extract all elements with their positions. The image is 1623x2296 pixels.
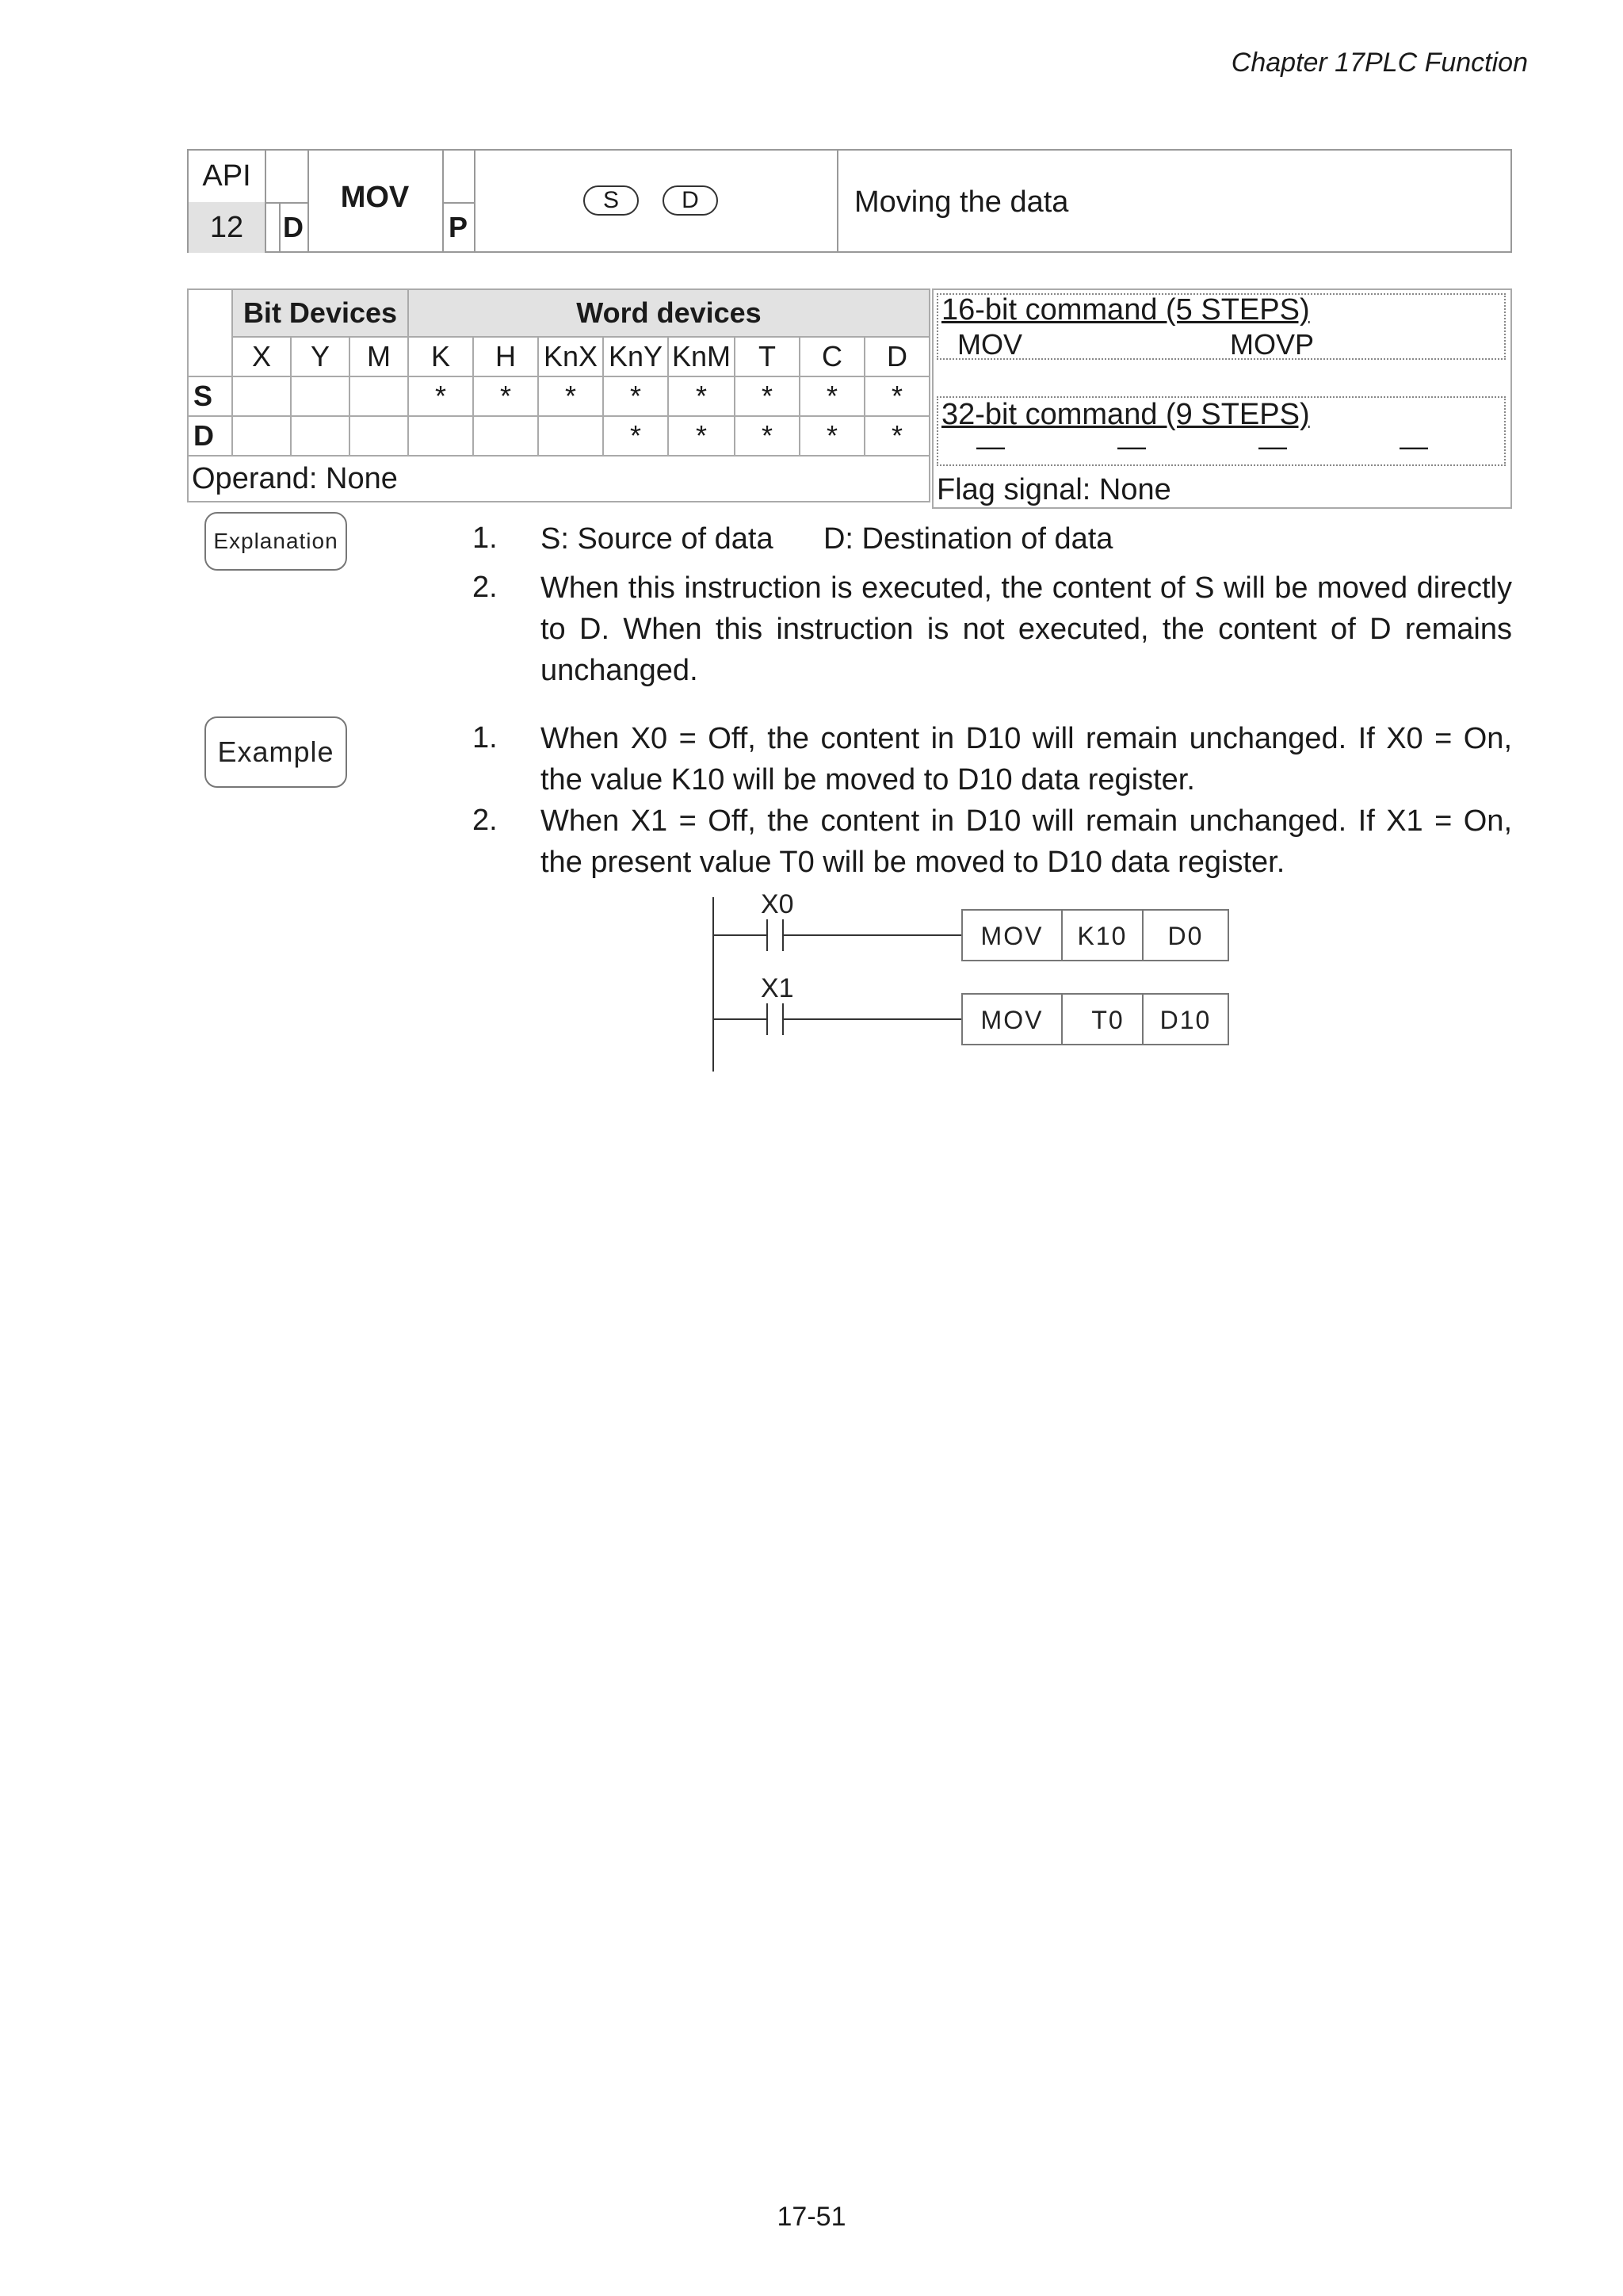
cell: * <box>668 416 735 456</box>
cell <box>349 376 408 416</box>
cell <box>291 376 349 416</box>
device-table <box>187 288 930 502</box>
cmd16-movp-text: MOVP <box>1230 328 1315 361</box>
cmd32-item-3: — <box>1258 430 1287 462</box>
operand-d-pill: D <box>663 185 718 216</box>
cell <box>349 416 408 456</box>
col-x: X <box>232 337 291 376</box>
cmd32-title: 32-bit command (9 STEPS) <box>941 398 1310 431</box>
instr-2-name: MOV <box>980 1006 1044 1034</box>
api-number: 12 <box>189 202 265 253</box>
col-knm: KnM <box>668 337 735 376</box>
cmd16-mov: MOV <box>957 328 1023 361</box>
instr-1-src: K10 <box>1077 922 1128 950</box>
d-flag: D <box>283 211 304 243</box>
cell: * <box>408 376 473 416</box>
instr-2-src: T0 <box>1091 1006 1125 1034</box>
cmd16-movp <box>1230 328 1314 361</box>
explanation-text-2: When this instruction is executed, the content of S will be moved directly to D. When this instruction is not executed, the content of D remains unchanged. <box>540 571 1512 687</box>
cell: * <box>865 376 930 416</box>
col-m: M <box>349 337 408 376</box>
cell <box>408 416 473 456</box>
p-flag: P <box>448 211 468 243</box>
instr-1-name: MOV <box>980 922 1044 950</box>
col-c: C <box>800 337 865 376</box>
cell: * <box>668 376 735 416</box>
cmd32-item-1: — <box>976 430 1005 462</box>
cell: * <box>800 416 865 456</box>
flag-signal: Flag signal: None <box>937 473 1171 506</box>
cell <box>473 416 538 456</box>
api-header-table <box>187 149 1512 253</box>
col-t: T <box>735 337 800 376</box>
explanation-tag: Explanation <box>204 512 347 571</box>
cell: * <box>473 376 538 416</box>
command-panel <box>932 288 1512 509</box>
rung-1 <box>713 889 1228 961</box>
cmd16-title: 16-bit command (5 STEPS) <box>941 293 1310 327</box>
row-d <box>188 416 930 456</box>
word-devices-header: Word devices <box>408 289 930 337</box>
cell: * <box>603 416 668 456</box>
contact-x0-label: X0 <box>761 889 794 919</box>
chapter-header: Chapter 17PLC Function <box>1231 48 1528 78</box>
cell: * <box>865 416 930 456</box>
cell: * <box>603 376 668 416</box>
operand-s-pill: S <box>583 185 639 216</box>
rung-2 <box>713 973 1228 1045</box>
contact-x1-label: X1 <box>761 973 794 1003</box>
row-s <box>188 376 930 416</box>
col-h: H <box>473 337 538 376</box>
cell: * <box>538 376 603 416</box>
col-k: K <box>408 337 473 376</box>
cell <box>291 416 349 456</box>
operand-note: Operand: None <box>188 456 930 502</box>
ladder-diagram <box>697 888 1252 1078</box>
explanation-num-1: 1. <box>472 521 498 555</box>
cell: * <box>735 376 800 416</box>
col-d: D <box>865 337 930 376</box>
instr-1-dst: D0 <box>1167 922 1204 950</box>
instr-2-dst: D10 <box>1159 1006 1212 1034</box>
page-number: 17-51 <box>777 2202 846 2232</box>
mnemonic: MOV <box>340 181 410 214</box>
bit-devices-header: Bit Devices <box>232 289 408 337</box>
cell <box>232 416 291 456</box>
cell <box>232 376 291 416</box>
example-text-2: When X1 = Off, the content in D10 will remain unchanged. If X1 = On, the present value T0 will be moved to D10 data register. <box>540 804 1512 879</box>
cmd32-item-4: — <box>1400 430 1428 462</box>
cmd32-item-2: — <box>1117 430 1146 462</box>
example-num-2: 2. <box>472 804 498 837</box>
col-kny: KnY <box>603 337 668 376</box>
cell: * <box>735 416 800 456</box>
api-description: Moving the data <box>854 185 1069 219</box>
col-y: Y <box>291 337 349 376</box>
explanation-text-1: S: Source of data D: Destination of data <box>540 522 1113 556</box>
row-label-d: D <box>188 416 232 456</box>
api-label: API <box>189 151 265 204</box>
row-label-s: S <box>188 376 232 416</box>
example-num-1: 1. <box>472 721 498 755</box>
explanation-num-2: 2. <box>472 571 498 604</box>
example-text-1: When X0 = Off, the content in D10 will remain unchanged. If X0 = On, the value K10 will be moved to D10 data register. <box>540 722 1512 797</box>
example-tag: Example <box>204 716 347 788</box>
cell: * <box>800 376 865 416</box>
col-knx: KnX <box>538 337 603 376</box>
cell <box>538 416 603 456</box>
